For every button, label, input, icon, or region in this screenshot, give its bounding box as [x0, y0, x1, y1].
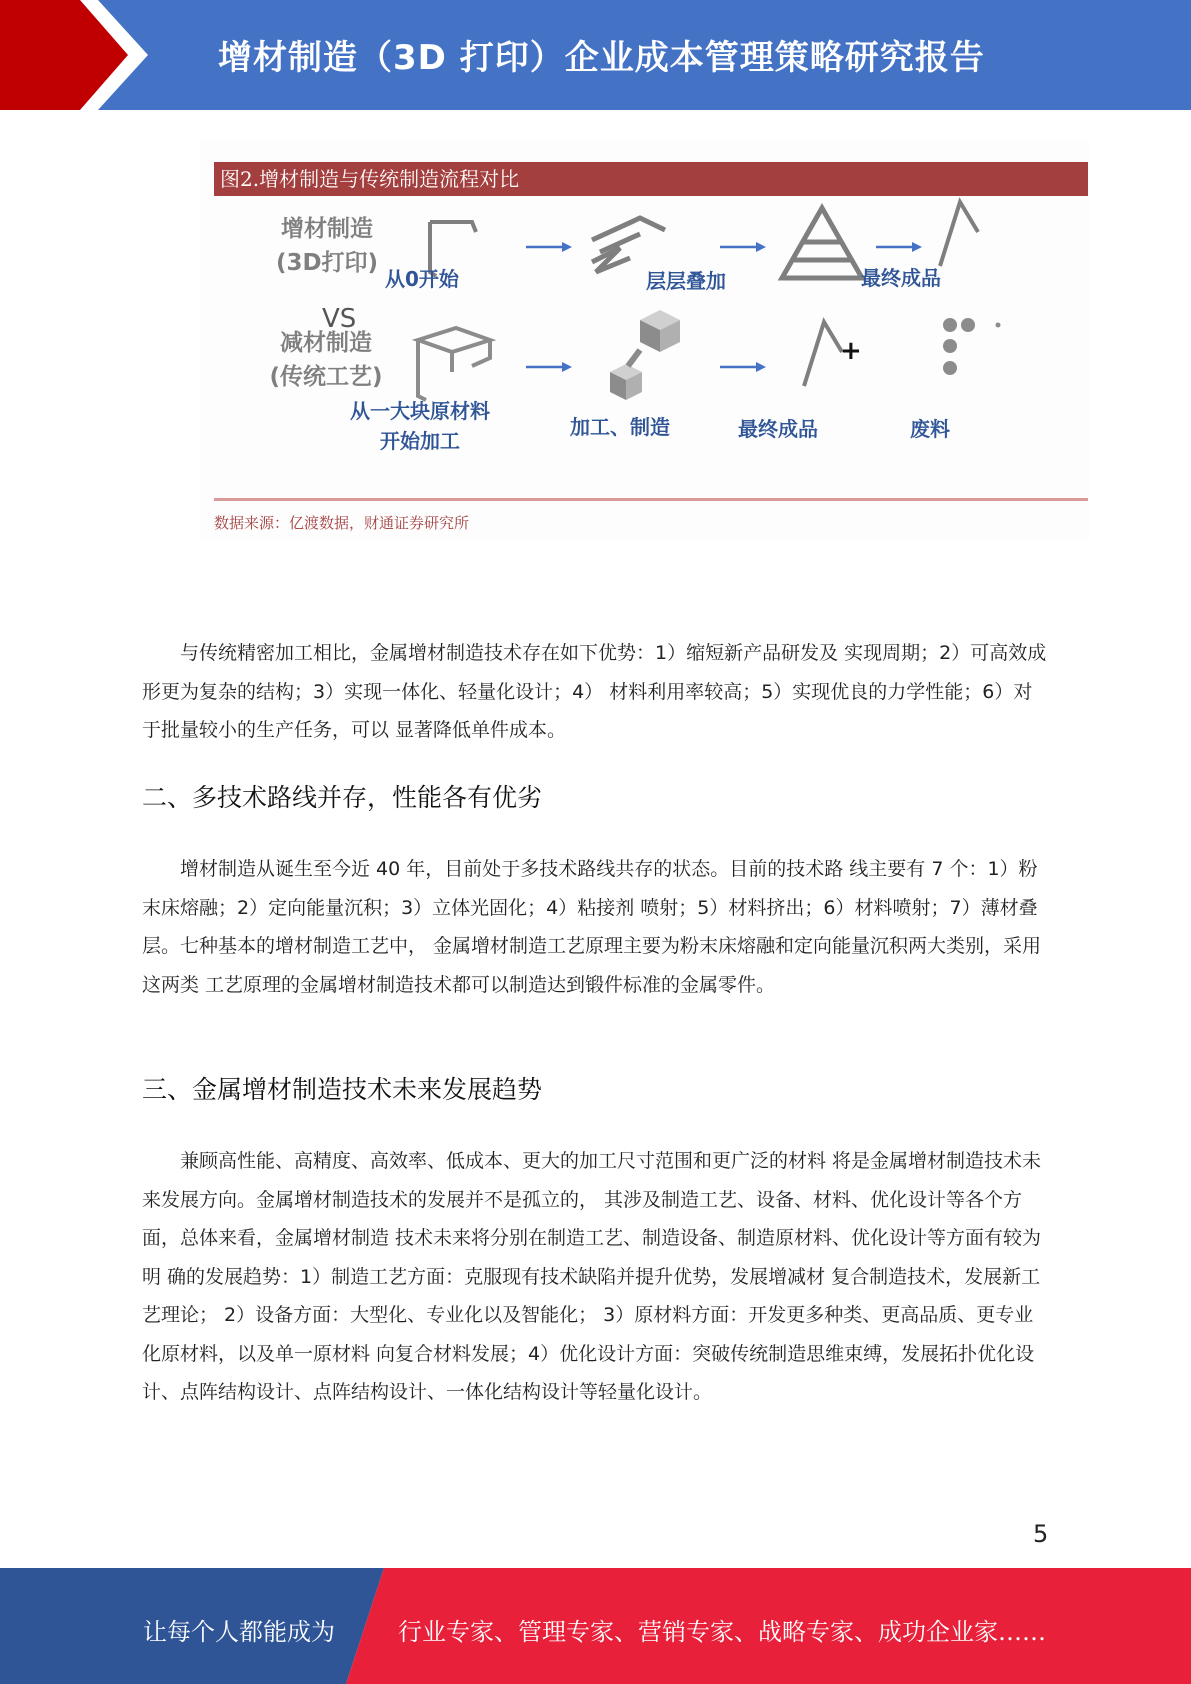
figure-divider: [214, 498, 1088, 501]
step-raw-block: [340, 396, 500, 456]
paragraph-tech-routes: 增材制造从诞生至今近 40 年，目前处于多技术路线共存的状态。目前的技术路 线主要有 7 个：1）粉末床熔融；2）定向能量沉积；3）立体光固化；4）粘接剂 喷射；5）材料挤出；6）材料喷射；7）薄材叠层。七种基本的增材制造工艺中， 金属增材制造工艺原理主要为粉末床熔融和定向能量沉积两大类别，采用这两类 工艺原理的金属增材制造技术都可以制造达到锻件标准的金属零件。: [142, 858, 1042, 996]
subtractive-label-line2: (传统工艺): [269, 364, 383, 390]
vs-label: VS: [322, 304, 357, 334]
arrow-right-icon: [526, 362, 572, 372]
process-comparison-figure: [200, 140, 1090, 540]
section-heading-3: 三、金属增材制造技术未来发展趋势: [142, 1075, 543, 1104]
additive-label-line2: (3D打印): [275, 250, 379, 276]
footer-slogan-left: 让每个人都能成为: [143, 1618, 335, 1646]
zigzag-layer-icon: [592, 218, 665, 272]
footer-slogan-right: 行业专家、管理专家、营销专家、战略专家、成功企业家……: [398, 1618, 1046, 1646]
material-block-icon: [418, 328, 490, 400]
subtractive-label: [256, 326, 396, 394]
figure-title: 图2.增材制造与传统制造流程对比: [214, 162, 1088, 196]
step-raw-block-line2: 开始加工: [380, 429, 460, 453]
pyramid-layers-icon: [782, 208, 862, 278]
arrow-right-icon: [720, 362, 766, 372]
report-title: 增材制造（3D 打印）企业成本管理策略研究报告: [218, 38, 985, 78]
paragraph-advantages: 与传统精密加工相比，金属增材制造技术存在如下优势：1）缩短新产品研发及 实现周期；2）可高效成形更为复杂的结构；3）实现一体化、轻量化设计；4） 材料利用率较高；5）实现优良的力学性能；6）对于批量较小的生产任务，可以 显著降低单件成本。: [142, 642, 1047, 741]
step-start-from-zero: 从0开始: [385, 267, 459, 291]
step-raw-block-line1: 从一大块原材料: [350, 399, 490, 423]
additive-label-line1: 增材制造: [281, 216, 373, 242]
figure-source: 数据来源：亿渡数据，财通证券研究所: [214, 514, 470, 532]
arrow-right-icon: [876, 242, 922, 252]
paragraph-future-trends: 兼顾高性能、高精度、高效率、低成本、更大的加工尺寸范围和更广泛的材料 将是金属增材制造技术未来发展方向。金属增材制造技术的发展并不是孤立的， 其涉及制造工艺、设备、材料、优化设计等各个方面，总体来看，金属增材制造 技术未来将分别在制造工艺、制造设备、制造原材料、优化设计等方面有较为明 确的发展趋势：1）制造工艺方面：克服现有技术缺陷并提升优势，发展增减材 复合制造技术，发展新工艺理论； 2）设备方面：大型化、专业化以及智能化； 3）原材料方面：开发更多种类、更高品质、更专业化原材料，以及单一原材料 向复合材料发展；4）优化设计方面：突破传统制造思维束缚，发展拓扑优化设 计、点阵结构设计、点阵结构设计、一体化结构设计等轻量化设计。: [142, 1150, 1042, 1403]
plus-sign: +: [840, 336, 862, 366]
section-heading-2: 二、多技术路线并存，性能各有优劣: [142, 783, 543, 812]
step-final-product-subtractive: 最终成品: [738, 417, 818, 441]
scrap-dots-icon: [943, 318, 1001, 375]
step-layer-stacking: 层层叠加: [646, 269, 726, 293]
subtractive-label-line1: 减材制造: [280, 330, 372, 356]
machining-icon: [610, 310, 680, 400]
additive-label: [262, 212, 392, 280]
step-scrap: 废料: [910, 417, 950, 441]
final-product-icon: [804, 322, 842, 386]
arrow-right-icon: [526, 242, 572, 252]
arrow-right-icon: [720, 242, 766, 252]
step-machining: 加工、制造: [570, 415, 670, 439]
header-chevron-icon: [0, 0, 200, 110]
step-final-product-additive: 最终成品: [861, 266, 941, 290]
page-footer: [0, 1568, 1191, 1684]
final-product-icon: [940, 202, 978, 266]
page-number: 5: [1033, 1520, 1049, 1548]
page-header: [0, 0, 1191, 110]
